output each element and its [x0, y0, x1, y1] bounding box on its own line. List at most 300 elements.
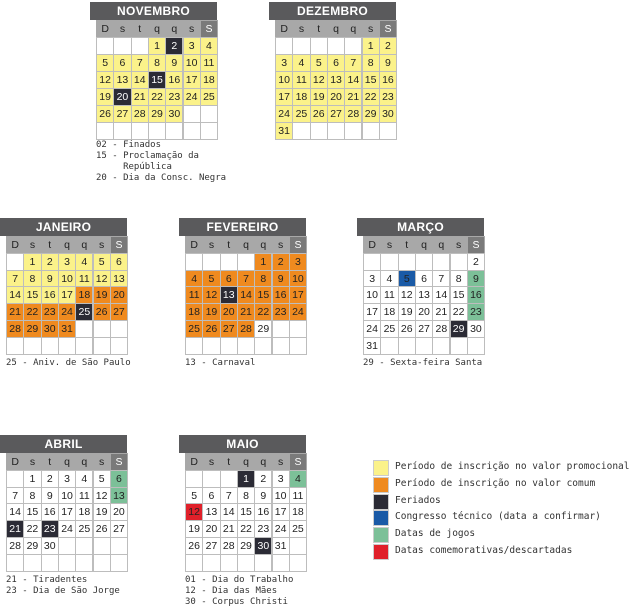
legend-label: Datas comemorativas/descartadas	[395, 545, 573, 556]
day-cell: 22	[148, 88, 166, 106]
day-cell: 4	[289, 470, 307, 488]
day-cell: 6	[202, 487, 220, 505]
day-cell: 17	[363, 303, 381, 321]
day-cell: 9	[379, 54, 397, 72]
day-cell: 6	[415, 270, 433, 288]
weekday-header: q	[75, 453, 93, 471]
empty-cell	[185, 554, 203, 572]
day-cell: 5	[96, 54, 114, 72]
weekday-header: t	[41, 236, 59, 254]
day-cell: 4	[75, 470, 93, 488]
day-cell: 14	[220, 503, 238, 521]
day-cell: 4	[380, 270, 398, 288]
day-cell: 2	[165, 37, 183, 55]
day-cell: 17	[289, 286, 307, 304]
day-cell: 17	[272, 503, 290, 521]
holiday-notes	[6, 358, 131, 369]
weekday-header: s	[23, 236, 41, 254]
day-cell: 15	[23, 503, 41, 521]
empty-cell	[450, 337, 468, 355]
weekday-header: s	[272, 453, 290, 471]
weekday-header: q	[254, 236, 272, 254]
day-cell: 22	[23, 303, 41, 321]
month-title: JANEIRO	[0, 218, 127, 236]
day-cell: 21	[432, 303, 450, 321]
day-cell: 18	[75, 503, 93, 521]
day-cell: 22	[254, 303, 272, 321]
weekday-header: q	[165, 20, 183, 38]
empty-cell	[6, 554, 24, 572]
day-cell: 29	[23, 537, 41, 555]
weekday-header: s	[450, 236, 468, 254]
empty-cell	[254, 337, 272, 355]
empty-cell	[220, 470, 238, 488]
empty-cell	[237, 337, 255, 355]
day-cell: 17	[183, 71, 201, 89]
day-cell: 2	[41, 253, 59, 271]
empty-cell	[183, 105, 201, 123]
empty-cell	[327, 37, 345, 55]
day-cell: 14	[237, 286, 255, 304]
day-cell: 16	[272, 286, 290, 304]
empty-cell	[110, 554, 128, 572]
legend-swatch	[373, 544, 389, 560]
day-cell: 11	[185, 286, 203, 304]
day-cell: 21	[6, 303, 24, 321]
month-title: MAIO	[179, 435, 306, 453]
day-cell: 12	[185, 503, 203, 521]
weekday-header: D	[185, 453, 203, 471]
day-cell: 28	[6, 320, 24, 338]
weekday-header: S	[200, 20, 218, 38]
empty-cell	[202, 253, 220, 271]
empty-cell	[200, 122, 218, 140]
weekday-header: D	[363, 236, 381, 254]
empty-cell	[93, 554, 111, 572]
day-cell: 2	[254, 470, 272, 488]
day-cell: 11	[75, 487, 93, 505]
month-title: MARÇO	[357, 218, 484, 236]
day-cell: 10	[183, 54, 201, 72]
day-cell: 9	[165, 54, 183, 72]
day-cell: 28	[237, 320, 255, 338]
day-cell: 1	[254, 253, 272, 271]
day-cell: 24	[275, 105, 293, 123]
day-cell: 26	[398, 320, 416, 338]
day-cell: 20	[415, 303, 433, 321]
day-cell: 29	[254, 320, 272, 338]
day-cell: 14	[6, 503, 24, 521]
day-cell: 26	[96, 105, 114, 123]
weekday-header: q	[415, 236, 433, 254]
weekday-header: s	[380, 236, 398, 254]
day-cell: 28	[220, 537, 238, 555]
day-cell: 4	[185, 270, 203, 288]
day-cell: 15	[362, 71, 380, 89]
month-title: DEZEMBRO	[269, 2, 396, 20]
empty-cell	[275, 37, 293, 55]
day-cell: 18	[380, 303, 398, 321]
day-cell: 8	[362, 54, 380, 72]
day-cell: 30	[41, 537, 59, 555]
holiday-note: 23 - Dia de São Jorge	[6, 586, 120, 596]
weekday-header: q	[432, 236, 450, 254]
weekday-header: t	[220, 236, 238, 254]
empty-cell	[6, 470, 24, 488]
empty-cell	[292, 122, 310, 140]
empty-cell	[23, 554, 41, 572]
empty-cell	[93, 537, 111, 555]
day-cell: 3	[363, 270, 381, 288]
holiday-note: 12 - Dia das Mães	[185, 586, 278, 596]
holiday-note: 15 - Proclamação da	[96, 151, 199, 161]
day-cell: 24	[58, 520, 76, 538]
day-cell: 9	[467, 270, 485, 288]
day-cell: 31	[363, 337, 381, 355]
day-cell: 2	[379, 37, 397, 55]
empty-cell	[185, 253, 203, 271]
empty-cell	[96, 122, 114, 140]
day-cell: 12	[202, 286, 220, 304]
empty-cell	[380, 253, 398, 271]
holiday-note: 25 - Aniv. de São Paulo	[6, 358, 131, 368]
weekday-header: s	[23, 453, 41, 471]
day-cell: 19	[398, 303, 416, 321]
day-cell: 22	[23, 520, 41, 538]
month-title: ABRIL	[0, 435, 127, 453]
day-cell: 2	[272, 253, 290, 271]
day-cell: 9	[254, 487, 272, 505]
day-cell: 28	[344, 105, 362, 123]
legend-label: Período de inscrição no valor comum	[395, 477, 596, 489]
day-cell: 19	[93, 286, 111, 304]
day-cell: 19	[202, 303, 220, 321]
legend-swatch	[373, 477, 389, 493]
day-cell: 21	[6, 520, 24, 538]
day-cell: 27	[202, 537, 220, 555]
day-cell: 11	[200, 54, 218, 72]
day-cell: 7	[131, 54, 149, 72]
day-cell: 1	[148, 37, 166, 55]
weekday-header: q	[237, 453, 255, 471]
empty-cell	[432, 253, 450, 271]
weekday-header: q	[148, 20, 166, 38]
weekday-header: s	[292, 20, 310, 38]
empty-cell	[110, 337, 128, 355]
empty-cell	[200, 105, 218, 123]
day-cell: 24	[289, 303, 307, 321]
day-cell: 12	[93, 487, 111, 505]
empty-cell	[467, 337, 485, 355]
holiday-note: República	[96, 162, 172, 172]
day-cell: 26	[93, 303, 111, 321]
day-cell: 1	[237, 470, 255, 488]
empty-cell	[202, 470, 220, 488]
day-cell: 8	[450, 270, 468, 288]
day-cell: 19	[310, 88, 328, 106]
day-cell: 25	[289, 520, 307, 538]
holiday-notes	[96, 140, 226, 184]
day-cell: 4	[75, 253, 93, 271]
day-cell: 23	[379, 88, 397, 106]
day-cell: 6	[110, 253, 128, 271]
day-cell: 21	[344, 88, 362, 106]
day-cell: 15	[23, 286, 41, 304]
day-cell: 27	[415, 320, 433, 338]
day-cell: 10	[58, 487, 76, 505]
day-cell: 20	[113, 88, 131, 106]
empty-cell	[380, 337, 398, 355]
day-cell: 28	[432, 320, 450, 338]
empty-cell	[344, 122, 362, 140]
day-cell: 12	[96, 71, 114, 89]
day-cell: 13	[415, 286, 433, 304]
holiday-note: 20 - Dia da Consc. Negra	[96, 173, 227, 183]
weekday-header: s	[183, 20, 201, 38]
day-cell: 13	[113, 71, 131, 89]
day-cell: 23	[41, 520, 59, 538]
day-cell: 9	[272, 270, 290, 288]
day-cell: 29	[23, 320, 41, 338]
holiday-notes	[6, 575, 120, 597]
empty-cell	[432, 337, 450, 355]
day-cell: 26	[185, 537, 203, 555]
weekday-header: D	[275, 20, 293, 38]
day-cell: 27	[327, 105, 345, 123]
weekday-header: s	[362, 20, 380, 38]
weekday-header: t	[398, 236, 416, 254]
empty-cell	[131, 122, 149, 140]
day-cell: 19	[185, 520, 203, 538]
day-cell: 10	[363, 286, 381, 304]
day-cell: 26	[93, 520, 111, 538]
empty-cell	[165, 122, 183, 140]
holiday-note: 21 - Tiradentes	[6, 575, 88, 585]
day-cell: 25	[292, 105, 310, 123]
weekday-header: q	[327, 20, 345, 38]
empty-cell	[292, 37, 310, 55]
empty-cell	[379, 122, 397, 140]
day-cell: 21	[220, 520, 238, 538]
weekday-header: s	[272, 236, 290, 254]
day-cell: 5	[202, 270, 220, 288]
day-cell: 16	[165, 71, 183, 89]
day-cell: 25	[380, 320, 398, 338]
day-cell: 9	[41, 270, 59, 288]
empty-cell	[58, 537, 76, 555]
day-cell: 28	[6, 537, 24, 555]
holiday-note: 02 - Finados	[96, 140, 162, 150]
empty-cell	[131, 37, 149, 55]
day-cell: 16	[41, 503, 59, 521]
empty-cell	[398, 337, 416, 355]
day-cell: 18	[292, 88, 310, 106]
weekday-header: t	[310, 20, 328, 38]
day-cell: 29	[237, 537, 255, 555]
day-cell: 24	[183, 88, 201, 106]
empty-cell	[220, 337, 238, 355]
month-title: NOVEMBRO	[90, 2, 217, 20]
day-cell: 27	[113, 105, 131, 123]
weekday-header: s	[202, 453, 220, 471]
day-cell: 1	[23, 253, 41, 271]
holiday-notes	[185, 575, 293, 608]
legend-swatch	[373, 460, 389, 476]
empty-cell	[75, 320, 93, 338]
day-cell: 18	[200, 71, 218, 89]
day-cell: 4	[200, 37, 218, 55]
day-cell: 24	[272, 520, 290, 538]
empty-cell	[272, 337, 290, 355]
day-cell: 7	[6, 270, 24, 288]
day-cell: 10	[58, 270, 76, 288]
day-cell: 26	[202, 320, 220, 338]
empty-cell	[148, 122, 166, 140]
day-cell: 19	[93, 503, 111, 521]
weekday-header: s	[202, 236, 220, 254]
day-cell: 13	[110, 487, 128, 505]
day-cell: 18	[75, 286, 93, 304]
day-cell: 7	[220, 487, 238, 505]
weekday-header: S	[289, 453, 307, 471]
day-cell: 8	[23, 270, 41, 288]
empty-cell	[310, 122, 328, 140]
empty-cell	[6, 253, 24, 271]
empty-cell	[415, 253, 433, 271]
day-cell: 14	[6, 286, 24, 304]
empty-cell	[96, 37, 114, 55]
weekday-header: D	[6, 453, 24, 471]
day-cell: 25	[185, 320, 203, 338]
day-cell: 7	[344, 54, 362, 72]
day-cell: 17	[275, 88, 293, 106]
day-cell: 31	[275, 122, 293, 140]
empty-cell	[363, 253, 381, 271]
day-cell: 13	[202, 503, 220, 521]
day-cell: 10	[272, 487, 290, 505]
legend-swatch	[373, 527, 389, 543]
weekday-header: q	[58, 453, 76, 471]
day-cell: 16	[467, 286, 485, 304]
day-cell: 23	[272, 303, 290, 321]
day-cell: 6	[113, 54, 131, 72]
day-cell: 15	[237, 503, 255, 521]
day-cell: 16	[41, 286, 59, 304]
day-cell: 25	[75, 303, 93, 321]
day-cell: 20	[202, 520, 220, 538]
day-cell: 7	[237, 270, 255, 288]
day-cell: 6	[110, 470, 128, 488]
day-cell: 3	[58, 470, 76, 488]
weekday-header: S	[110, 453, 128, 471]
legend-label: Feriados	[395, 494, 441, 506]
day-cell: 20	[327, 88, 345, 106]
day-cell: 11	[75, 270, 93, 288]
day-cell: 9	[41, 487, 59, 505]
weekday-header: S	[379, 20, 397, 38]
day-cell: 4	[292, 54, 310, 72]
day-cell: 11	[380, 286, 398, 304]
empty-cell	[93, 320, 111, 338]
weekday-header: D	[185, 236, 203, 254]
day-cell: 1	[23, 470, 41, 488]
empty-cell	[415, 337, 433, 355]
weekday-header: q	[58, 236, 76, 254]
empty-cell	[272, 554, 290, 572]
day-cell: 26	[310, 105, 328, 123]
day-cell: 15	[254, 286, 272, 304]
day-cell: 16	[254, 503, 272, 521]
empty-cell	[58, 337, 76, 355]
legend-label: Período de inscrição no valor promocional	[395, 461, 630, 472]
day-cell: 25	[75, 520, 93, 538]
empty-cell	[327, 122, 345, 140]
day-cell: 12	[310, 71, 328, 89]
empty-cell	[113, 122, 131, 140]
day-cell: 13	[327, 71, 345, 89]
day-cell: 24	[58, 303, 76, 321]
empty-cell	[289, 337, 307, 355]
day-cell: 18	[185, 303, 203, 321]
weekday-header: t	[131, 20, 149, 38]
day-cell: 17	[58, 503, 76, 521]
day-cell: 8	[254, 270, 272, 288]
empty-cell	[75, 554, 93, 572]
legend-swatch	[373, 510, 389, 526]
day-cell: 16	[379, 71, 397, 89]
day-cell: 21	[237, 303, 255, 321]
day-cell: 6	[220, 270, 238, 288]
day-cell: 20	[110, 286, 128, 304]
day-cell: 5	[185, 487, 203, 505]
day-cell: 23	[254, 520, 272, 538]
day-cell: 2	[41, 470, 59, 488]
day-cell: 24	[363, 320, 381, 338]
empty-cell	[113, 37, 131, 55]
empty-cell	[220, 554, 238, 572]
day-cell: 3	[58, 253, 76, 271]
empty-cell	[58, 554, 76, 572]
day-cell: 6	[327, 54, 345, 72]
empty-cell	[344, 37, 362, 55]
day-cell: 27	[220, 320, 238, 338]
weekday-header: D	[96, 20, 114, 38]
day-cell: 19	[96, 88, 114, 106]
day-cell: 13	[110, 270, 128, 288]
day-cell: 15	[148, 71, 166, 89]
weekday-header: t	[41, 453, 59, 471]
empty-cell	[41, 554, 59, 572]
day-cell: 30	[379, 105, 397, 123]
empty-cell	[289, 537, 307, 555]
weekday-header: q	[344, 20, 362, 38]
day-cell: 10	[275, 71, 293, 89]
weekday-header: s	[93, 453, 111, 471]
day-cell: 31	[272, 537, 290, 555]
weekday-header: S	[289, 236, 307, 254]
day-cell: 31	[58, 320, 76, 338]
empty-cell	[220, 253, 238, 271]
day-cell: 30	[254, 537, 272, 555]
holiday-note: 30 - Corpus Christi	[185, 597, 288, 607]
weekday-header: q	[254, 453, 272, 471]
empty-cell	[237, 253, 255, 271]
empty-cell	[6, 337, 24, 355]
day-cell: 3	[183, 37, 201, 55]
holiday-notes	[185, 358, 255, 369]
empty-cell	[41, 337, 59, 355]
month-title: FEVEREIRO	[179, 218, 306, 236]
